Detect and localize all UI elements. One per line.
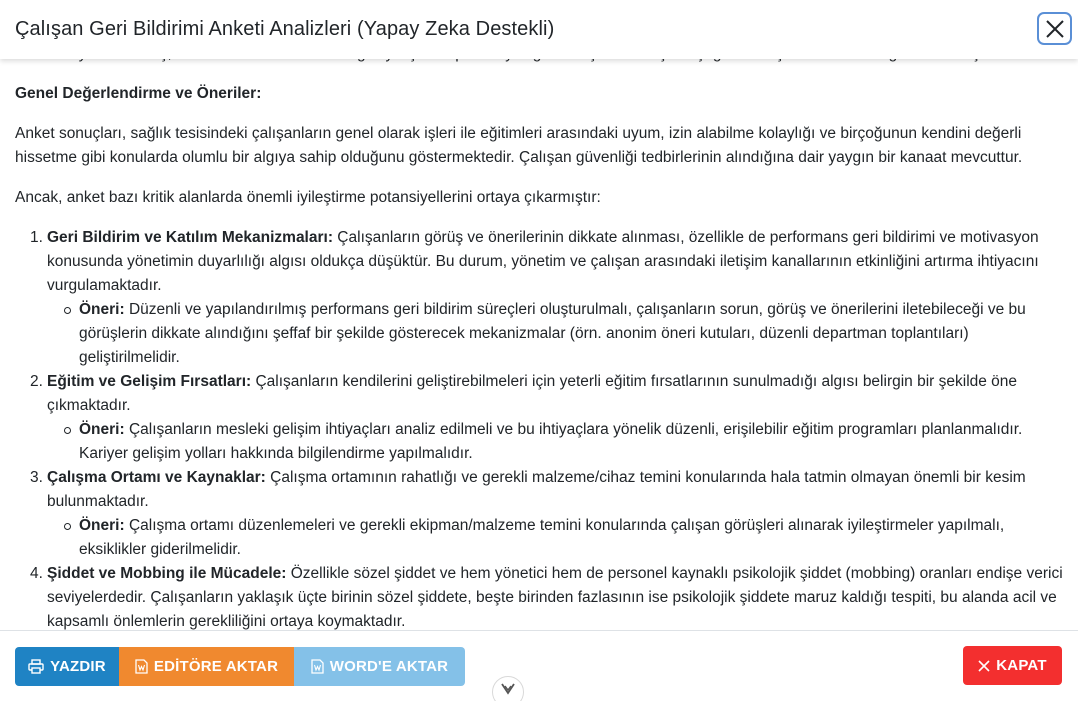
modal-title: Çalışan Geri Bildirimi Anketi Analizleri (Yapay Zeka Destekli)	[15, 18, 555, 40]
scroll-down-button[interactable]	[492, 676, 524, 701]
modal-header	[0, 0, 1078, 59]
item-title: Şiddet ve Mobbing ile Mücadele:	[47, 565, 287, 582]
print-button[interactable]	[15, 647, 119, 686]
paragraph-overview: Anket sonuçları, sağlık tesisindeki çalışanların genel olarak işleri ile eğitimleri arasındaki uyum, izin alabilme kolaylığı ve birçoğunun kendini değerli hissetme gibi konularda olumlu bir algıya sahip olduğunu göstermektedir. Çalışan güvenliği tedbirlerinin alındığına dair yaygın bir kanaat mevcuttur.	[15, 125, 1023, 166]
print-button-label: YAZDIR	[50, 658, 106, 675]
circle-bullet-icon	[64, 307, 71, 314]
item-text: Çalışanların kendilerini geliştirebilmeleri için yeterli eğitim fırsatlarının sunulmadığı algısı belirgin bir şekilde öne çıkmaktadır.	[47, 373, 1018, 414]
suggestion-list	[47, 418, 1065, 466]
suggestion-label: Öneri:	[79, 301, 125, 318]
suggestion-text: Çalışma ortamı düzenlemeleri ve gerekli ekipman/malzeme temini konularında çalışan görüşleri alınarak iyileştirmeler yapılmalı, eksiklikler giderilmelidir.	[79, 517, 1005, 558]
word-icon	[311, 659, 324, 674]
list-item	[15, 466, 1065, 562]
item-title: Çalışma Ortamı ve Kaynaklar:	[47, 469, 266, 486]
suggestion-text: Düzenli ve yapılandırılmış performans geri bildirim süreçleri oluşturulmalı, çalışanların sorun, görüş ve önerilerini iletebileceği ve bu görüşlerin dikkate alındığını şeffaf bir şekilde gösterecek mekanizmalar (örn. anonim öneri kutuları, düzenli departman toplantıları) geliştirilmelidir.	[79, 301, 1026, 366]
export-word-label: WORD'E AKTAR	[329, 658, 449, 675]
close-button[interactable]	[963, 646, 1062, 685]
suggestion-label: Öneri:	[79, 421, 125, 438]
item-text: Çalışanların görüş ve önerilerinin dikkate alınması, özellikle de performans geri bildirimi ve motivasyon konusunda yönetimin duyarlılığı algısı oldukça düşüktür. Bu durum, yönetim ve çalışan arasındaki iletişim kanallarının etkinliğini artırma ihtiyacını vurgulamaktadır.	[47, 229, 1039, 294]
close-button-label: KAPAT	[996, 657, 1047, 674]
section-title: Genel Değerlendirme ve Öneriler:	[15, 85, 262, 102]
close-icon	[1046, 20, 1064, 38]
word-icon	[135, 659, 148, 674]
circle-bullet-icon	[64, 427, 71, 434]
suggestion-label: Öneri:	[79, 517, 125, 534]
list-item	[15, 370, 1065, 466]
suggestion-text: Çalışanların mesleki gelişim ihtiyaçları analiz edilmeli ve bu ihtiyaçlara yönelik düzenli, erişilebilir eğitim programları planlanmalıdır. Kariyer gelişim yolları hakkında bilgilendirme yapılmalıdır.	[79, 421, 1023, 462]
suggestion-list	[47, 514, 1065, 562]
printer-icon	[28, 659, 44, 674]
modal-footer	[0, 630, 1078, 701]
findings-list	[15, 226, 1065, 630]
suggestion-list	[47, 298, 1065, 370]
x-icon	[978, 660, 990, 672]
suggestion-item	[47, 298, 1065, 370]
item-title: Geri Bildirim ve Katılım Mekanizmaları:	[47, 229, 333, 246]
chevron-down-icon	[501, 683, 515, 695]
suggestion-item	[47, 514, 1065, 562]
list-item	[15, 562, 1065, 630]
export-word-button[interactable]	[294, 647, 465, 686]
circle-bullet-icon	[64, 523, 71, 530]
item-number: 4.	[30, 565, 43, 582]
export-editor-label: EDİTÖRE AKTAR	[153, 658, 279, 675]
list-item	[15, 226, 1065, 370]
item-text: Özellikle sözel şiddet ve hem yönetici hem de personel kaynaklı psikolojik şiddet (mobbing) oranları endişe verici seviyelerdedir. Çalışanların yaklaşık üçte birinin sözel şiddete, beşte birinden fazlasının ise psikolojik şiddete maruz kaldığı tespiti, bu alanda acil ve kapsamlı önlemlerin gerekliliğini ortaya koymaktadır.	[47, 565, 1063, 630]
item-text: Çalışma ortamının rahatlığı ve gerekli malzeme/cihaz temini konularında hala tatmin olmayan önemli bir kesim bulunmaktadır.	[47, 469, 1026, 510]
item-number: 1.	[30, 229, 43, 246]
item-title: Eğitim ve Gelişim Fırsatları:	[47, 373, 252, 390]
suggestion-item	[47, 418, 1065, 466]
item-number: 3.	[30, 469, 43, 486]
paragraph-intro: Ancak, anket bazı kritik alanlarda önemli iyileştirme potansiyellerini ortaya çıkarmıştır:	[15, 189, 601, 206]
modal-close-button[interactable]	[1037, 12, 1072, 45]
export-editor-button[interactable]	[119, 647, 294, 686]
item-number: 2.	[30, 373, 43, 390]
